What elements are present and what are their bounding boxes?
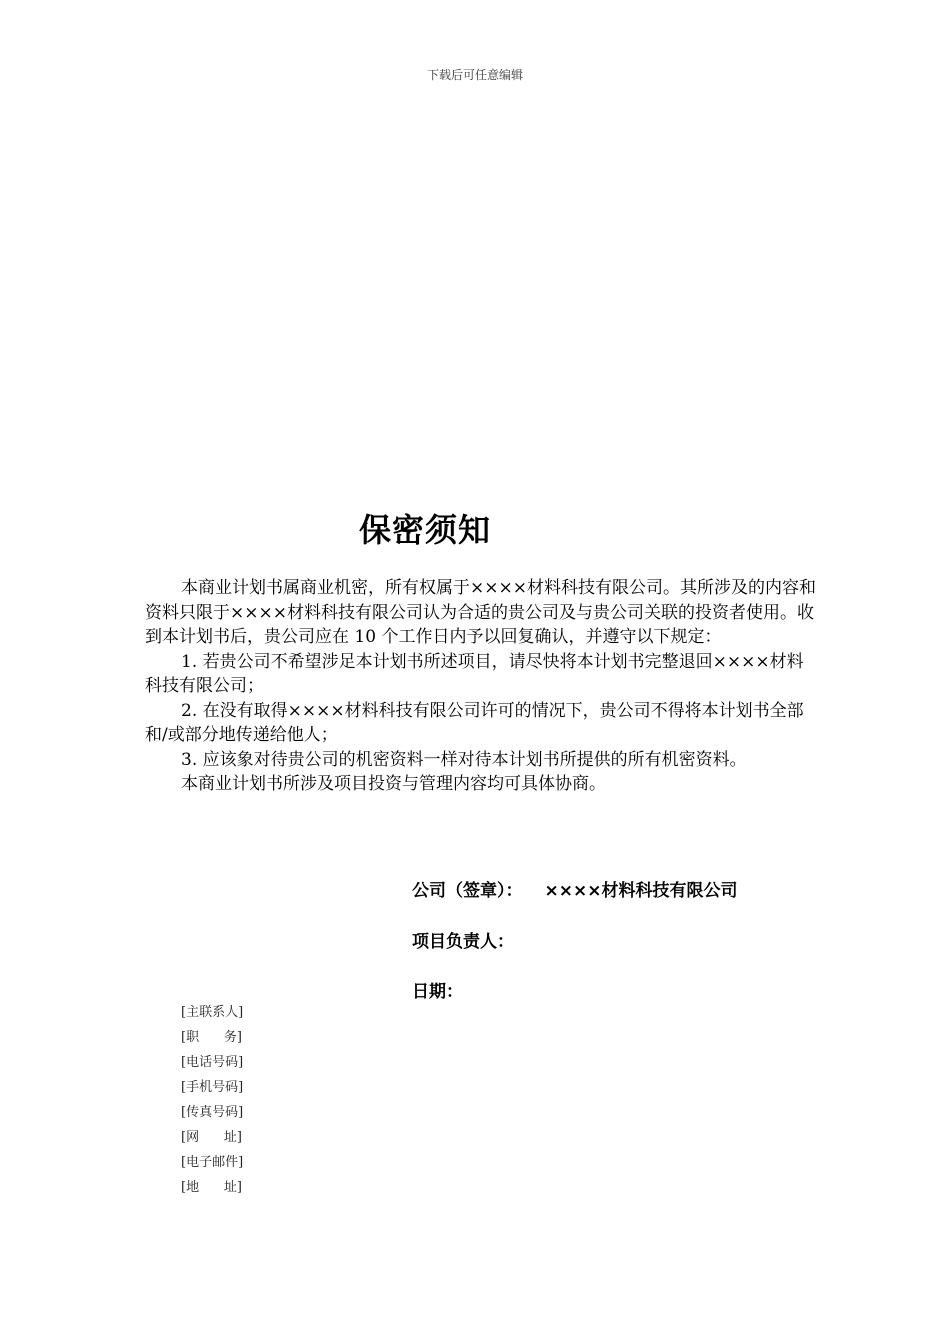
project-leader-label: 项目负责人： [412, 932, 514, 952]
confidentiality-body [145, 576, 817, 797]
contact-fax: [传真号码] [181, 1105, 244, 1120]
date-line [412, 977, 463, 1002]
contact-address: [地 址] [181, 1180, 242, 1195]
closing-paragraph: 本商业计划书所涉及项目投资与管理内容均可具体协商。 [181, 774, 606, 794]
contact-phone: [电话号码] [181, 1055, 244, 1070]
contact-primary: [主联系人] [181, 1005, 244, 1020]
rule-1: 1. 若贵公司不希望涉足本计划书所述项目，请尽快将本计划书完整退回××××材料科技有限公司； [145, 651, 804, 696]
project-leader-line [412, 927, 514, 952]
contact-mobile: [手机号码] [181, 1080, 244, 1095]
company-label: 公司（签章）： [412, 881, 523, 901]
contact-fields [181, 1000, 243, 1200]
intro-paragraph: 本商业计划书属商业机密，所有权属于××××材料科技有限公司。其所涉及的内容和资料只限于××××材料科技有限公司认为合适的贵公司及与贵公司关联的投资者使用。收到本计划书后，贵公司应在 10 个工作日内予以回复确认，并遵守以下规定： [145, 578, 816, 647]
date-label: 日期： [412, 982, 463, 1002]
rule-3: 3. 应该象对待贵公司的机密资料一样对待本计划书所提供的所有机密资料。 [181, 749, 747, 770]
rule-2: 2. 在没有取得××××材料科技有限公司许可的情况下，贵公司不得将本计划书全部和/或部分地传递给他人； [145, 700, 804, 745]
contact-position: [职 务] [181, 1030, 242, 1045]
company-signature-line [412, 876, 737, 901]
contact-website: [网 址] [181, 1130, 242, 1145]
company-name: ××××材料科技有限公司 [544, 881, 738, 901]
page-title: 保密须知 [358, 511, 491, 549]
header-note: 下载后可任意编辑 [426, 68, 523, 82]
contact-email: [电子邮件] [181, 1155, 244, 1170]
